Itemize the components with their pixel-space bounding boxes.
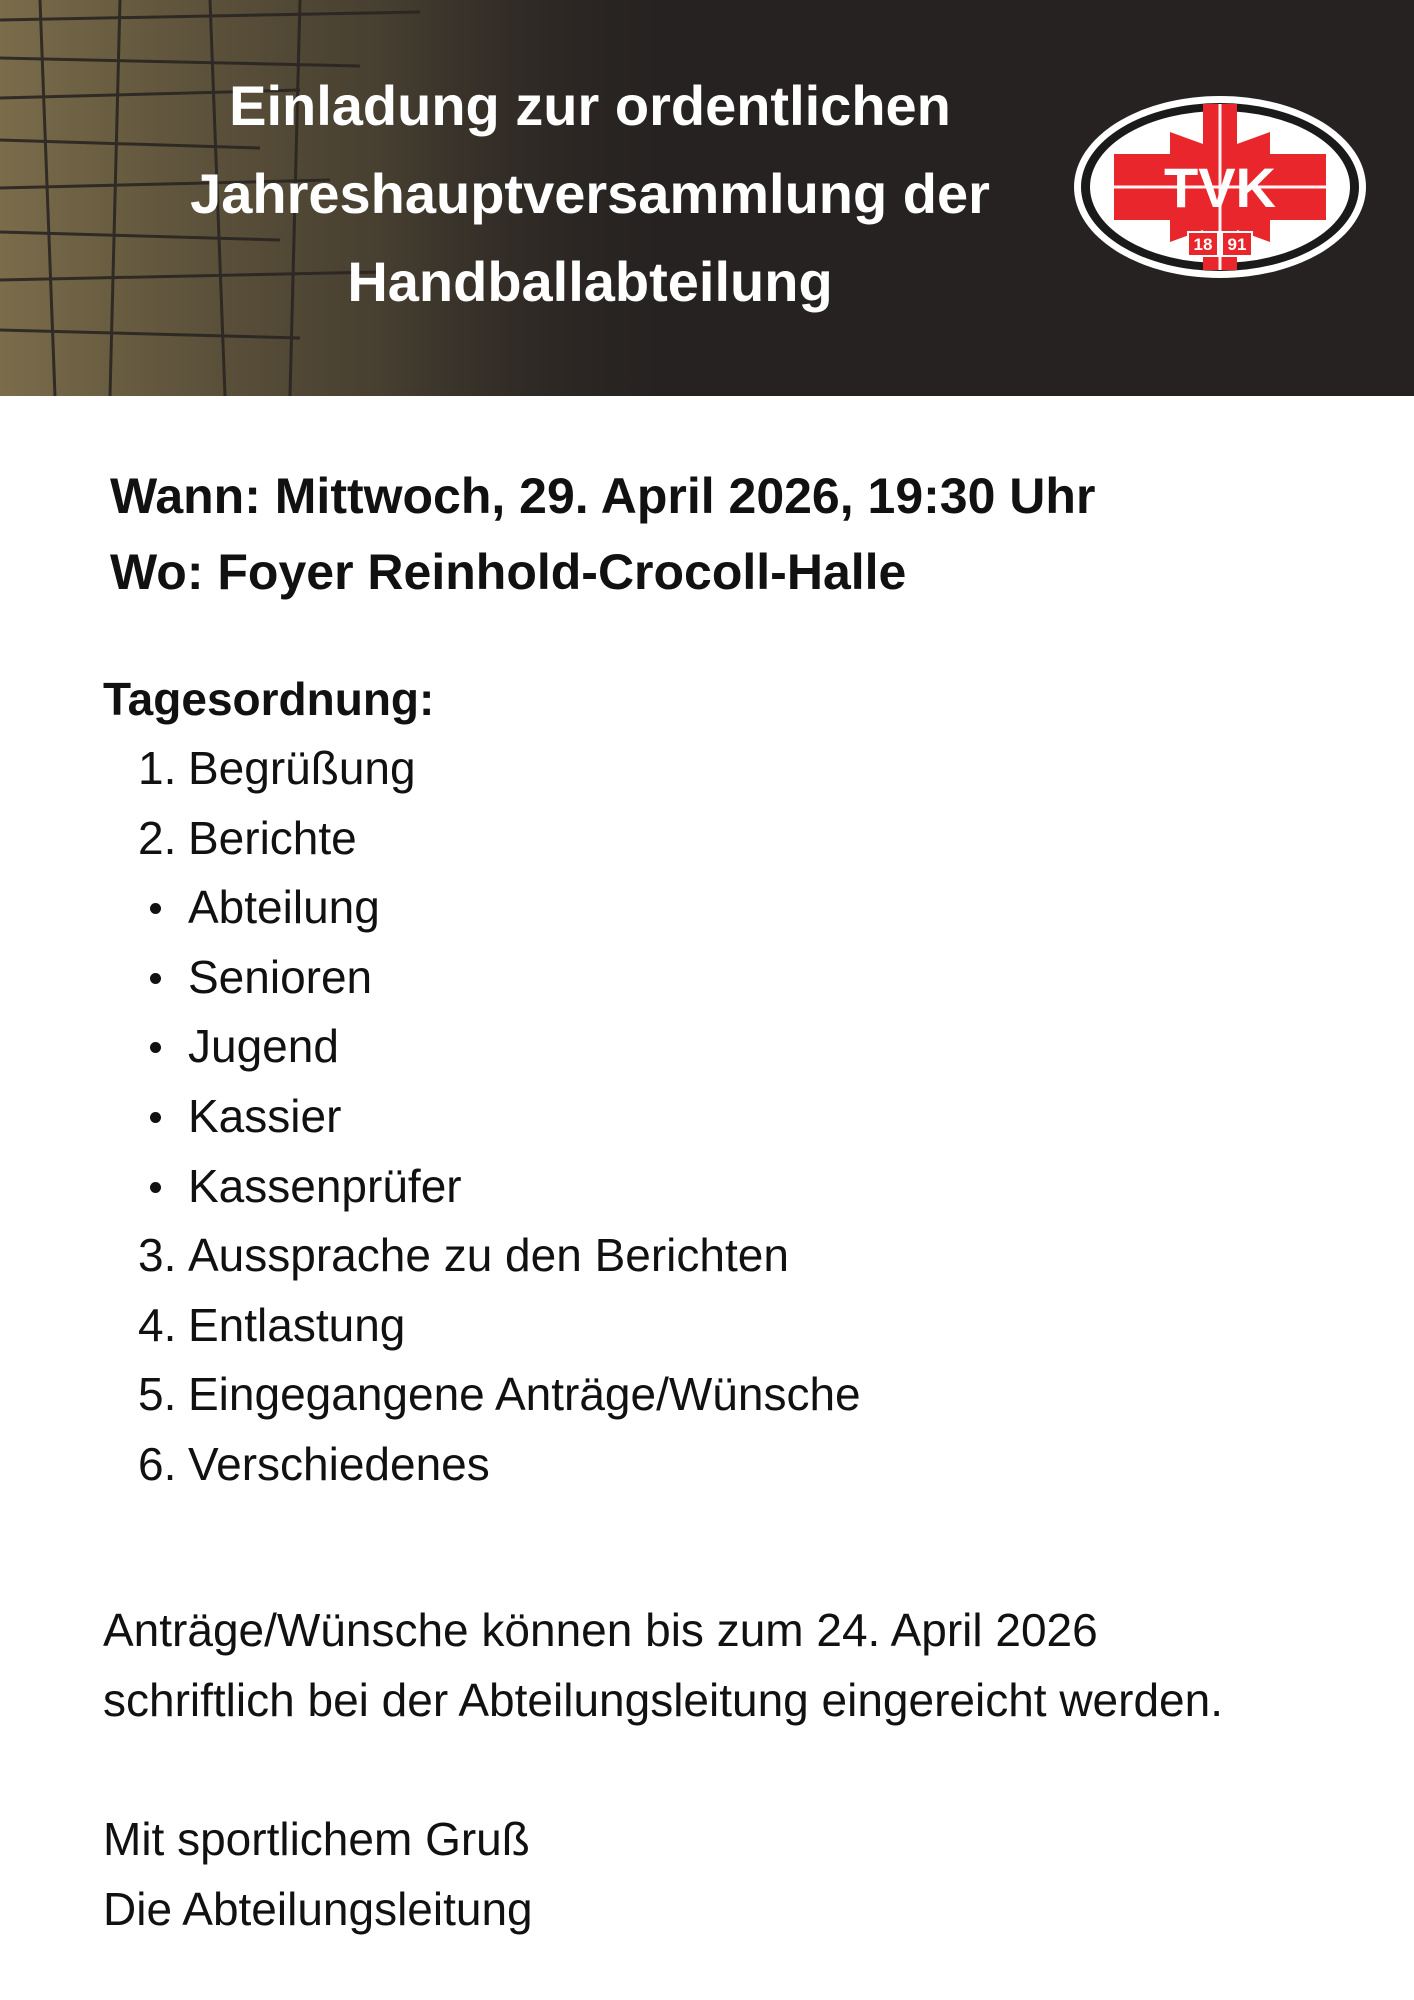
event-where: Wo: Foyer Reinhold-Crocoll-Halle bbox=[110, 544, 907, 600]
signoff-sender: Die Abteilungsleitung bbox=[103, 1883, 533, 1935]
agenda-number: 2. bbox=[138, 811, 177, 864]
note-line-2: schriftlich bei der Abteilungsleitung eingereicht werden. bbox=[103, 1674, 1223, 1726]
agenda-heading: Tagesordnung: bbox=[103, 673, 435, 725]
agenda-item-text: Verschiedenes bbox=[188, 1437, 490, 1490]
agenda-item-text: Eingegangene Anträge/Wünsche bbox=[188, 1368, 861, 1421]
club-logo bbox=[1070, 92, 1370, 282]
agenda-number: 5. bbox=[138, 1368, 177, 1421]
agenda-subitem-text: Abteilung bbox=[188, 881, 380, 934]
agenda-item-text: Entlastung bbox=[188, 1298, 406, 1351]
signoff bbox=[103, 1804, 533, 1944]
submission-note bbox=[103, 1595, 1223, 1735]
agenda-item-text: Begrüßung bbox=[188, 742, 416, 794]
bullet-icon bbox=[150, 1182, 161, 1193]
page-title bbox=[90, 62, 1090, 326]
agenda-number: 4. bbox=[138, 1298, 177, 1351]
event-details bbox=[110, 458, 1095, 610]
agenda-number: 6. bbox=[138, 1437, 177, 1490]
bullet-icon bbox=[150, 1112, 161, 1123]
logo-year-left: 18 bbox=[1193, 235, 1213, 254]
title-line-3: Handballabteilung bbox=[347, 250, 833, 313]
agenda-item-text: Aussprache zu den Berichten bbox=[188, 1229, 789, 1282]
agenda-number: 3. bbox=[138, 1229, 177, 1282]
agenda-subitem-text: Kassenprüfer bbox=[188, 1159, 462, 1212]
agenda-number: 1. bbox=[138, 742, 177, 794]
logo-year-right: 91 bbox=[1227, 235, 1247, 254]
note-line-1: Anträge/Wünsche können bis zum 24. April 2026 bbox=[103, 1604, 1098, 1656]
agenda-subitem-text: Jugend bbox=[188, 1020, 339, 1073]
title-line-1: Einladung zur ordentlichen bbox=[229, 74, 951, 137]
event-when: Wann: Mittwoch, 29. April 2026, 19:30 Uhr bbox=[110, 468, 1096, 524]
agenda-item-text: Berichte bbox=[188, 811, 357, 864]
title-line-2: Jahreshauptversammlung der bbox=[190, 162, 990, 225]
bullet-icon bbox=[150, 1042, 161, 1053]
bullet-icon bbox=[150, 903, 161, 914]
logo-letters: TVK bbox=[1164, 156, 1276, 219]
header-banner bbox=[0, 0, 1414, 396]
bullet-icon bbox=[150, 973, 161, 984]
agenda-subitem-text: Senioren bbox=[188, 950, 373, 1003]
signoff-greeting: Mit sportlichem Gruß bbox=[103, 1813, 530, 1865]
agenda-subitem-text: Kassier bbox=[188, 1089, 342, 1142]
